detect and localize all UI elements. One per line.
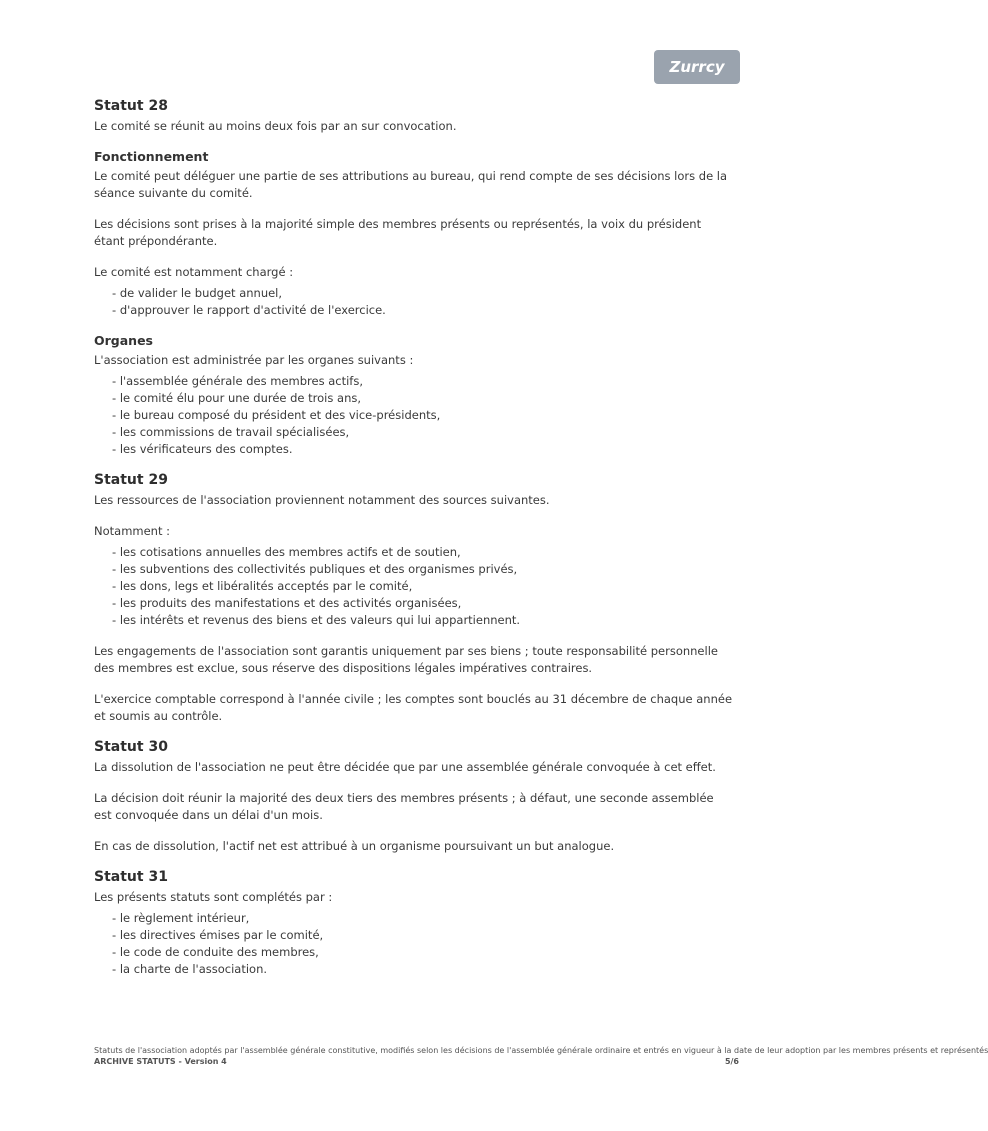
section-29	[94, 472, 734, 725]
list-intro: Notamment :	[94, 524, 171, 538]
section-31	[94, 869, 734, 978]
section-title: Statut 30	[94, 739, 168, 755]
list-item: - d'approuver le rapport d'activité de l'exercice.	[112, 302, 734, 319]
section-title: Statut 28	[94, 98, 168, 114]
footer-document-id: ARCHIVE STATUTS - Version 4	[94, 1057, 227, 1066]
section-30	[94, 739, 734, 855]
paragraph: La décision doit réunir la majorité des deux tiers des membres présents ; à défaut, une seconde assemblée est convoquée dans un délai d'un mois.	[94, 791, 714, 822]
list-item: - l'assemblée générale des membres actifs,	[112, 373, 734, 390]
list-item: - le code de conduite des membres,	[112, 944, 734, 961]
list-item: - les subventions des collectivités publiques et des organismes privés,	[112, 561, 734, 578]
section-intro: Le comité se réunit au moins deux fois par an sur convocation.	[94, 119, 457, 133]
page-footer	[94, 1046, 988, 1066]
footer-bar	[94, 1057, 739, 1066]
footer-note: Statuts de l'association adoptés par l'assemblée générale constitutive, modifiés selon les décisions de l'assemblée générale ordinaire et entrés en vigueur à la date de leur adoption par les membres présents et représentés	[94, 1046, 988, 1055]
bullet-list	[94, 544, 734, 629]
list-intro: Le comité est notamment chargé :	[94, 265, 294, 279]
list-item: - les intérêts et revenus des biens et des valeurs qui lui appartiennent.	[112, 612, 734, 629]
list-item: - le comité élu pour une durée de trois ans,	[112, 390, 734, 407]
bullet-list	[94, 910, 734, 978]
list-item: - les vérificateurs des comptes.	[112, 441, 734, 458]
paragraph: Le comité peut déléguer une partie de ses attributions au bureau, qui rend compte de ses décisions lors de la séance suivante du comité.	[94, 169, 728, 200]
section-intro: Les ressources de l'association proviennent notamment des sources suivantes.	[94, 493, 550, 507]
paragraph: Les décisions sont prises à la majorité simple des membres présents ou représentés, la voix du président étant prépondérante.	[94, 217, 702, 248]
section-title: Statut 29	[94, 472, 168, 488]
document-body	[94, 98, 734, 992]
list-item: - les directives émises par le comité,	[112, 927, 734, 944]
list-intro: Les présents statuts sont complétés par :	[94, 890, 333, 904]
list-intro: L'association est administrée par les organes suivants :	[94, 353, 414, 367]
section-title: Statut 31	[94, 869, 168, 885]
list-item: - la charte de l'association.	[112, 961, 734, 978]
paragraph: L'exercice comptable correspond à l'année civile ; les comptes sont bouclés au 31 décembre de chaque année et soumis au contrôle.	[94, 692, 733, 723]
list-item: - les produits des manifestations et des activités organisées,	[112, 595, 734, 612]
bullet-list	[94, 373, 734, 458]
subsection-title: Organes	[94, 333, 153, 348]
list-item: - les cotisations annuelles des membres actifs et de soutien,	[112, 544, 734, 561]
paragraph: En cas de dissolution, l'actif net est attribué à un organisme poursuivant un but analogue.	[94, 839, 615, 853]
header-badge: Zurrcy	[654, 50, 740, 84]
paragraph: Les engagements de l'association sont garantis uniquement par ses biens ; toute responsabilité personnelle des membres est exclue, sous réserve des dispositions légales impératives contraires.	[94, 644, 718, 675]
list-item: - de valider le budget annuel,	[112, 285, 734, 302]
list-item: - les dons, legs et libéralités acceptés par le comité,	[112, 578, 734, 595]
paragraph: La dissolution de l'association ne peut être décidée que par une assemblée générale convoquée à cet effet.	[94, 760, 716, 774]
subsection-title: Fonctionnement	[94, 149, 209, 164]
list-item: - les commissions de travail spécialisées,	[112, 424, 734, 441]
list-item: - le règlement intérieur,	[112, 910, 734, 927]
bullet-list	[94, 285, 734, 319]
list-item: - le bureau composé du président et des vice-présidents,	[112, 407, 734, 424]
section-28	[94, 98, 734, 458]
page-number: 5/6	[724, 1057, 739, 1066]
